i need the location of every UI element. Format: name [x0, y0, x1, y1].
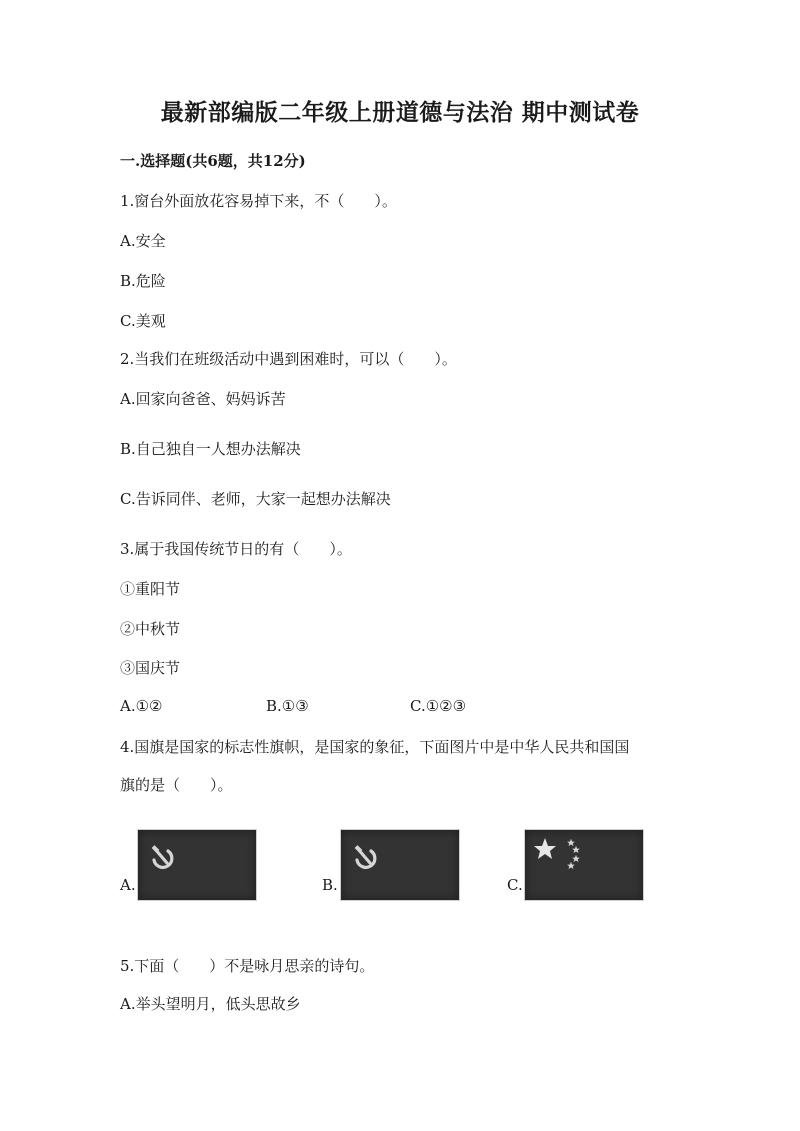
question-3-option-b: B.①③: [266, 697, 309, 715]
question-3-item-2: ②中秋节: [120, 620, 181, 638]
question-2-stem: 2.当我们在班级活动中遇到困难时，可以（ ）。: [120, 350, 457, 368]
question-3-option-c: C.①②③: [410, 697, 467, 715]
question-5-stem: 5.下面（ ）不是咏月思亲的诗句。: [120, 957, 375, 975]
question-4-stem-line-2: 旗的是（ ）。: [120, 776, 233, 794]
question-4-stem-line-1: 4.国旗是国家的标志性旗帜，是国家的象征，下面图片中是中华人民共和国国: [120, 738, 630, 756]
question-1-option-b: B.危险: [120, 272, 166, 290]
five-star-flag-icon: [524, 829, 644, 901]
question-2-option-a: A.回家向爸爸、妈妈诉苦: [120, 390, 286, 408]
hammer-sickle-flag-icon: [137, 829, 257, 901]
question-1-option-c: C.美观: [120, 312, 166, 330]
question-2-option-c: C.告诉同伴、老师，大家一起想办法解决: [120, 490, 391, 508]
question-3-item-3: ③国庆节: [120, 659, 181, 677]
question-5-option-a: A.举头望明月，低头思故乡: [120, 995, 301, 1013]
question-1-stem: 1.窗台外面放花容易掉下来，不（ ）。: [120, 192, 397, 210]
question-4-option-a: A.: [120, 876, 136, 894]
question-4-option-b: B.: [322, 876, 338, 894]
question-2-option-b: B.自己独自一人想办法解决: [120, 440, 301, 458]
question-3-item-1: ①重阳节: [120, 580, 181, 598]
question-4-option-c: C.: [507, 876, 523, 894]
question-3-stem: 3.属于我国传统节日的有（ ）。: [120, 540, 352, 558]
page-title: 最新部编版二年级上册道德与法治 期中测试卷: [160, 99, 640, 126]
question-3-option-a: A.①②: [120, 697, 163, 715]
hammer-sickle-flag-icon: [340, 829, 460, 901]
section-heading: 一.选择题(共6题，共12分): [120, 152, 306, 170]
question-1-option-a: A.安全: [120, 232, 166, 250]
